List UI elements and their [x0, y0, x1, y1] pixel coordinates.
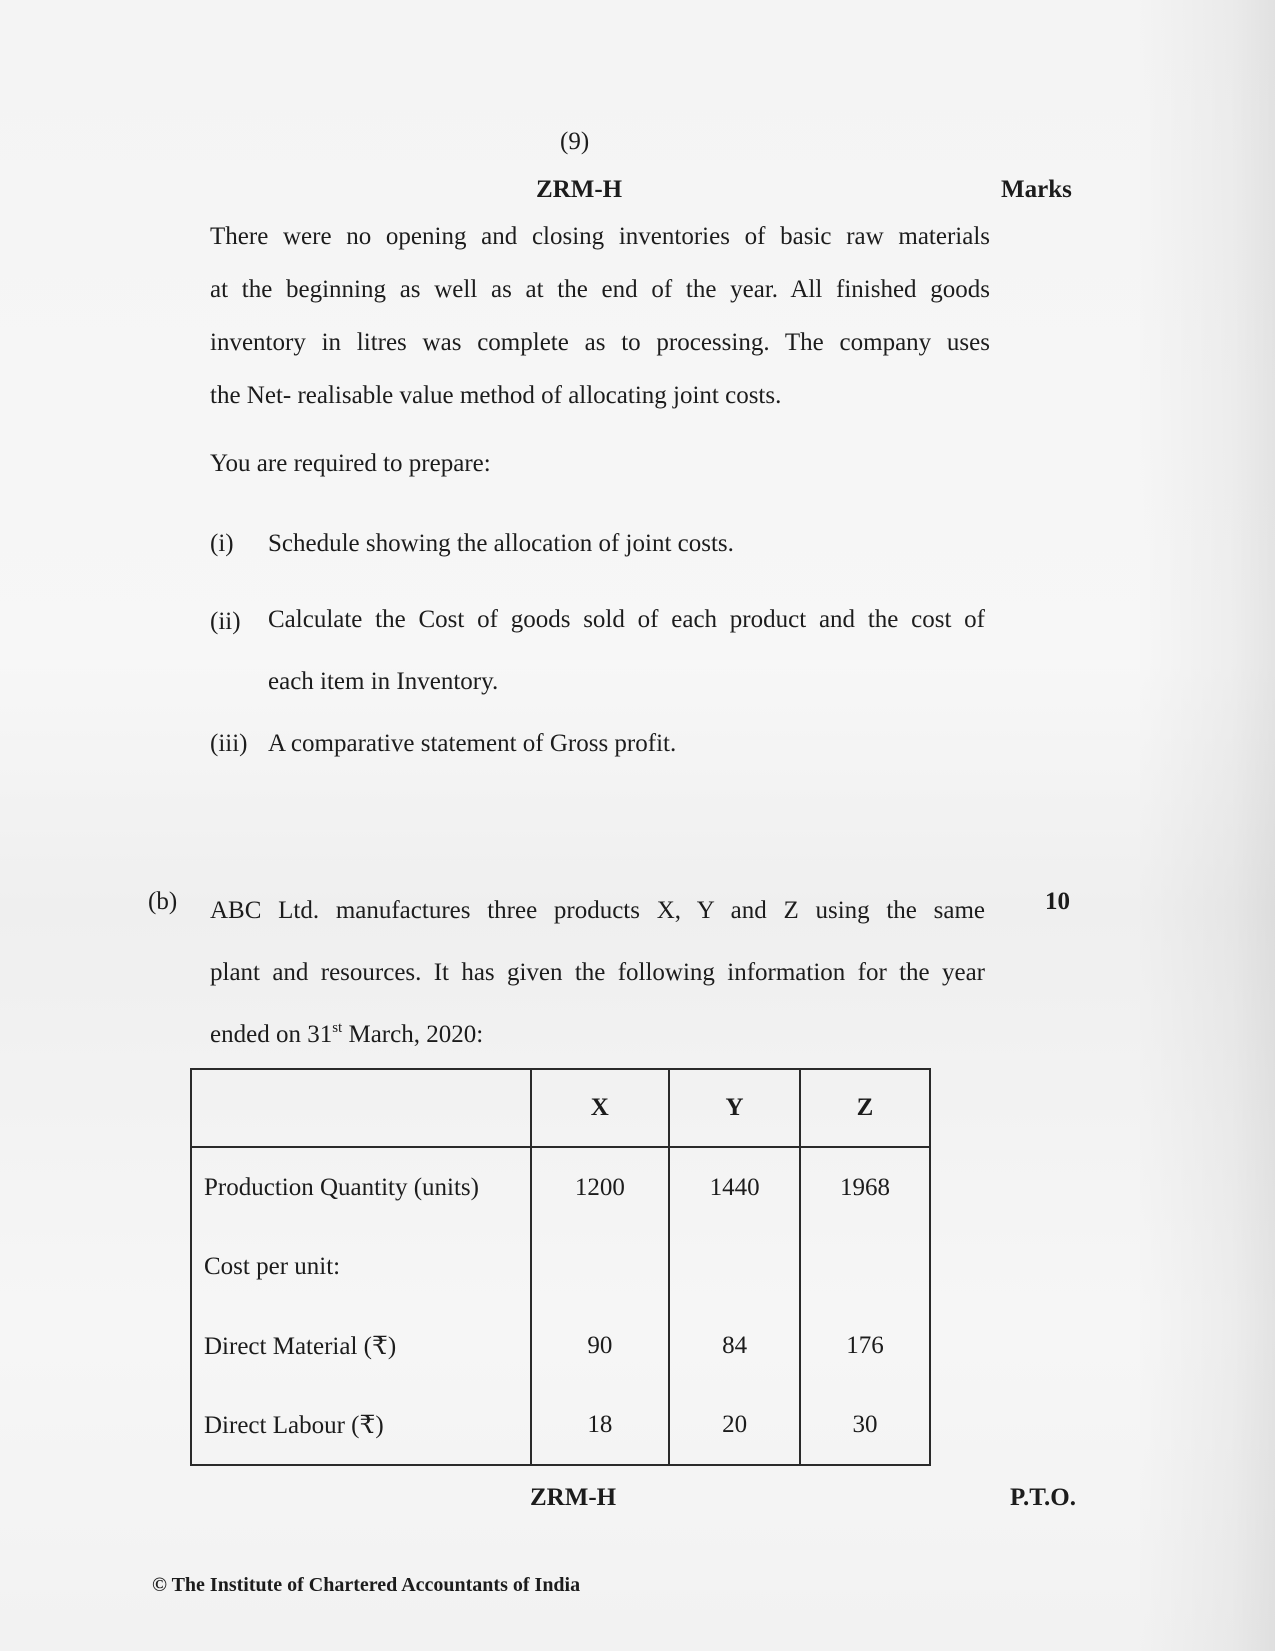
- question-b-label: (b): [148, 888, 178, 915]
- table-row: [191, 1385, 930, 1465]
- intro-line: the Net- realisable value method of allocating joint costs.: [210, 382, 782, 409]
- row-label: Cost per unit:: [191, 1227, 531, 1306]
- question-b-marks: 10: [1045, 888, 1070, 915]
- table-cell: 30: [800, 1385, 930, 1465]
- row-label: Direct Material (₹): [191, 1306, 531, 1385]
- copyright-notice: © The Institute of Chartered Accountants of India: [152, 1574, 581, 1596]
- item-text-ii-line2: each item in Inventory.: [268, 668, 499, 695]
- question-b-line: ABC Ltd. manufactures three products X, Y and Z using the same: [210, 897, 985, 924]
- table-cell: 1968: [800, 1147, 930, 1227]
- ordinal-suffix: st: [332, 1020, 343, 1036]
- required-prompt: You are required to prepare:: [210, 450, 491, 477]
- table-cell: 20: [669, 1385, 800, 1465]
- date-prefix: ended on 31: [210, 1021, 333, 1048]
- table-cell: 1200: [531, 1147, 670, 1227]
- table-row: [191, 1147, 930, 1227]
- intro-line: There were no opening and closing inventories of basic raw materials: [210, 223, 990, 250]
- date-suffix: March, 2020:: [342, 1021, 484, 1048]
- question-b-line: plant and resources. It has given the following information for the year: [210, 959, 985, 986]
- question-b-line: [210, 1004, 985, 1066]
- table-cell: [669, 1227, 800, 1306]
- marks-heading: Marks: [1001, 176, 1072, 203]
- product-cost-table: [190, 1068, 931, 1466]
- table-header-x: X: [531, 1069, 670, 1147]
- item-label-ii: (ii): [210, 608, 241, 635]
- table-cell: 176: [800, 1306, 930, 1385]
- table-header-z: Z: [800, 1069, 930, 1147]
- intro-paragraph: [210, 210, 990, 422]
- paper-code-top: ZRM-H: [536, 176, 623, 203]
- table-cell: [531, 1227, 670, 1306]
- intro-line: at the beginning as well as at the end of the year. All finished goods: [210, 276, 990, 303]
- pto-label: P.T.O.: [1010, 1484, 1076, 1511]
- table-row: [191, 1227, 930, 1306]
- item-text-i: Schedule showing the allocation of joint costs.: [268, 530, 734, 557]
- table-header-y: Y: [669, 1069, 800, 1147]
- row-label: Production Quantity (units): [191, 1147, 531, 1227]
- item-label-i: (i): [210, 530, 234, 557]
- paper-code-bottom: ZRM-H: [530, 1484, 617, 1511]
- table-cell: 90: [531, 1306, 670, 1385]
- table-row: [191, 1306, 930, 1385]
- table-cell: 1440: [669, 1147, 800, 1227]
- table-cell: 84: [669, 1306, 800, 1385]
- item-label-iii: (iii): [210, 730, 248, 757]
- page-shadow: [1135, 0, 1275, 1651]
- intro-line: inventory in litres was complete as to processing. The company uses: [210, 329, 990, 356]
- table-header-blank: [191, 1069, 531, 1147]
- item-text-iii: A comparative statement of Gross profit.: [268, 730, 677, 757]
- table-header-row: [191, 1069, 930, 1147]
- table-cell: [800, 1227, 930, 1306]
- row-label: Direct Labour (₹): [191, 1385, 531, 1465]
- page-number: (9): [560, 128, 590, 155]
- table-cell: 18: [531, 1385, 670, 1465]
- question-b-text: [210, 880, 985, 1066]
- item-text-ii-line1: Calculate the Cost of goods sold of each product and the cost of: [268, 606, 985, 633]
